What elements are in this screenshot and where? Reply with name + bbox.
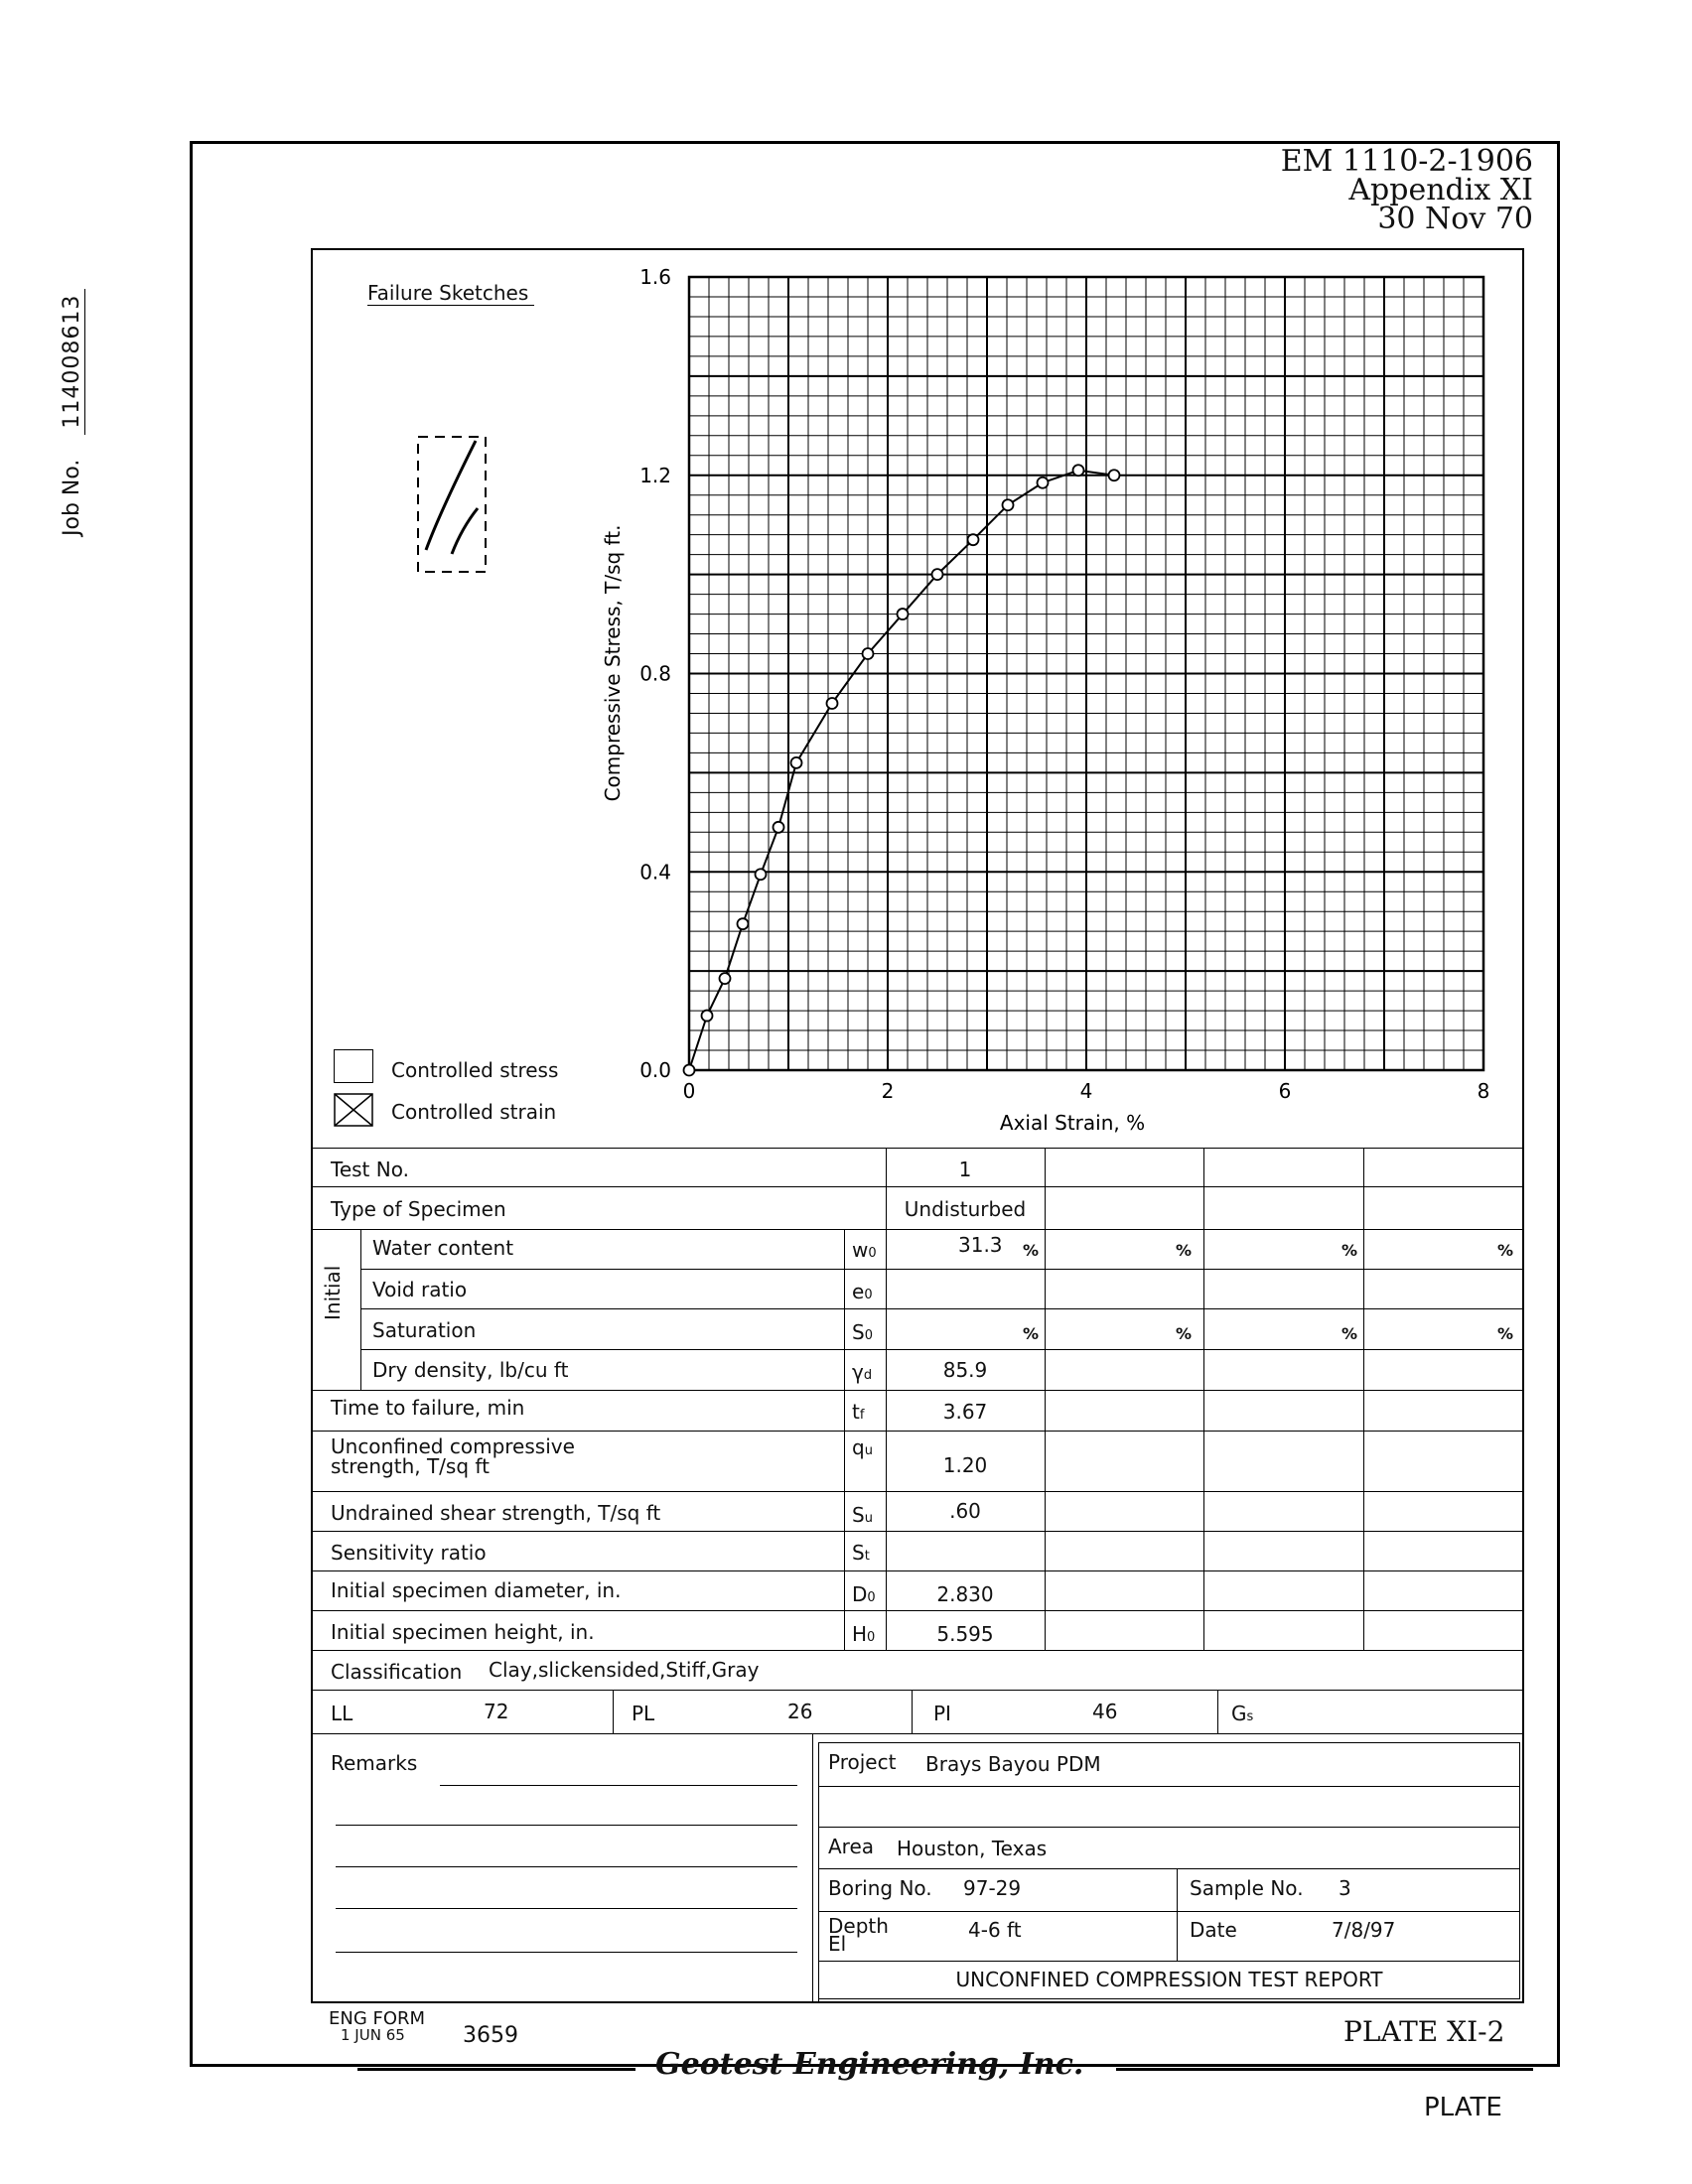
controlled-stress-label: Controlled stress: [391, 1058, 559, 1082]
remarks-line: [336, 1908, 797, 1909]
ucs-symbol: qu: [852, 1435, 873, 1459]
data-point: [827, 698, 838, 709]
table-line: [818, 1786, 1520, 1787]
dry-density-label: Dry density, lb/cu ft: [372, 1358, 569, 1382]
data-point: [756, 869, 767, 880]
y-tick-label: 1.2: [639, 463, 671, 487]
data-point: [702, 1011, 713, 1022]
table-line: [818, 1827, 1520, 1828]
project-label: Project: [828, 1750, 897, 1774]
percent-sign: %: [1023, 1241, 1040, 1260]
percent-sign: %: [1341, 1241, 1358, 1260]
diameter-symbol: D0: [852, 1582, 876, 1606]
specimen-value: Undisturbed: [904, 1197, 1027, 1221]
classification-value: Clay,slickensided,Stiff,Gray: [489, 1658, 760, 1682]
data-point: [968, 534, 979, 545]
pl-value: 26: [787, 1700, 813, 1723]
data-point: [684, 1065, 695, 1076]
void-ratio-label: Void ratio: [372, 1278, 468, 1301]
table-line: [360, 1349, 1524, 1350]
saturation-label: Saturation: [372, 1318, 477, 1342]
company-name: Geotest Engineering, Inc.: [655, 2047, 1084, 2082]
percent-sign: %: [1497, 1324, 1514, 1343]
depth-label: Depth El: [828, 1914, 889, 1956]
job-label: Job No.: [60, 459, 84, 536]
height-symbol: H0: [852, 1622, 876, 1646]
data-point: [1003, 499, 1014, 510]
data-point: [774, 822, 784, 833]
y-tick-label: 0.4: [639, 860, 671, 885]
form-number: 3659: [463, 2023, 518, 2048]
table-line: [844, 1229, 845, 1650]
table-line: [311, 1531, 1524, 1532]
time-to-failure-label: Time to failure, min: [331, 1396, 525, 1420]
ll-label: LL: [331, 1702, 353, 1725]
x-tick-label: 8: [1477, 1079, 1490, 1103]
percent-sign: %: [1341, 1324, 1358, 1343]
data-point: [1073, 465, 1084, 476]
plate-bottom-label: PLATE: [1424, 2093, 1502, 2122]
ucs-label: Unconfined compressive strength, T/sq ft: [331, 1434, 575, 1478]
water-content-symbol: w0: [852, 1238, 877, 1262]
classification-label: Classification: [331, 1660, 463, 1684]
ucs-value: 1.20: [942, 1453, 988, 1477]
pi-label: PI: [933, 1702, 951, 1725]
project-value: Brays Bayou PDM: [925, 1752, 1101, 1776]
test-no-value: 1: [958, 1158, 972, 1181]
table-line: [1217, 1690, 1218, 1733]
remarks-line: [336, 1952, 797, 1953]
failure-sketches-title: Failure Sketches: [367, 281, 534, 306]
chart-ticks: [639, 265, 1489, 1103]
height-value: 5.595: [936, 1622, 994, 1646]
table-line: [360, 1308, 1524, 1309]
percent-sign: %: [1023, 1324, 1040, 1343]
table-line: [311, 1390, 1524, 1391]
depth-value: 4-6 ft: [968, 1918, 1022, 1942]
table-line: [360, 1229, 361, 1390]
pl-label: PL: [632, 1702, 655, 1725]
x-tick-label: 6: [1278, 1079, 1292, 1103]
water-content-label: Water content: [372, 1236, 514, 1260]
void-ratio-symbol: e0: [852, 1280, 873, 1303]
table-line: [818, 1961, 1520, 1962]
table-line: [311, 1650, 1524, 1651]
table-line: [311, 1186, 1524, 1187]
table-line: [1177, 1868, 1178, 1961]
data-point: [791, 757, 802, 768]
diameter-value: 2.830: [936, 1582, 994, 1606]
x-tick-label: 4: [1079, 1079, 1093, 1103]
table-line: [311, 1570, 1524, 1571]
shear-strength-symbol: Su: [852, 1503, 873, 1527]
report-title: UNCONFINED COMPRESSION TEST REPORT: [955, 1968, 1383, 1991]
y-tick-label: 0.0: [639, 1058, 671, 1082]
sample-value: 3: [1339, 1876, 1351, 1900]
table-line: [311, 1148, 1524, 1149]
date-label: Date: [1190, 1918, 1237, 1942]
table-line: [818, 1868, 1520, 1869]
table-line: [1203, 1148, 1204, 1650]
area-label: Area: [828, 1835, 875, 1858]
water-content-value: 31.3: [958, 1233, 1003, 1257]
table-line: [1045, 1148, 1046, 1650]
table-line: [912, 1690, 913, 1733]
boring-value: 97-29: [963, 1876, 1022, 1900]
plate-label: PLATE XI-2: [1343, 2015, 1505, 2048]
data-point: [720, 973, 731, 984]
stress-strain-curve: [689, 471, 1114, 1070]
shear-strength-label: Undrained shear strength, T/sq ft: [331, 1501, 661, 1525]
dry-density-symbol: γd: [852, 1360, 873, 1384]
gs-label: Gs: [1231, 1702, 1254, 1725]
percent-sign: %: [1176, 1241, 1193, 1260]
diameter-label: Initial specimen diameter, in.: [331, 1578, 622, 1602]
sensitivity-symbol: St: [852, 1541, 870, 1565]
header-date: 30 Nov 70: [1377, 202, 1533, 236]
y-axis-label: Compressive Stress, T/sq ft.: [601, 524, 625, 802]
y-tick-label: 1.6: [639, 265, 671, 289]
job-number: 114008613: [60, 289, 85, 435]
table-line: [311, 1610, 1524, 1611]
area-value: Houston, Texas: [897, 1837, 1048, 1860]
sensitivity-label: Sensitivity ratio: [331, 1541, 487, 1565]
date-value: 7/8/97: [1332, 1918, 1396, 1942]
remarks-line: [440, 1785, 797, 1786]
eng-form-label: ENG FORM 1 JUN 65: [329, 2008, 426, 2044]
company-line-right: [1116, 2068, 1533, 2071]
data-point: [738, 918, 749, 929]
company-line-left: [357, 2068, 635, 2071]
chart-grid: [689, 277, 1483, 1070]
data-point: [1038, 478, 1049, 488]
percent-sign: %: [1497, 1241, 1514, 1260]
table-line: [311, 1431, 1524, 1432]
remarks-line: [336, 1866, 797, 1867]
saturation-symbol: S0: [852, 1320, 873, 1344]
data-point: [932, 569, 943, 580]
table-line: [812, 1733, 813, 2003]
table-line: [886, 1148, 887, 1650]
y-tick-label: 0.8: [639, 661, 671, 686]
x-axis-label: Axial Strain, %: [999, 1111, 1146, 1135]
specimen-label: Type of Specimen: [331, 1197, 506, 1221]
shear-strength-value: .60: [949, 1499, 981, 1523]
table-line: [311, 1690, 1524, 1691]
remarks-line: [336, 1825, 797, 1826]
initial-label: Initial: [321, 1265, 345, 1320]
test-no-label: Test No.: [331, 1158, 409, 1181]
boring-label: Boring No.: [828, 1876, 932, 1900]
pi-value: 46: [1092, 1700, 1118, 1723]
data-point: [863, 648, 874, 659]
x-tick-label: 0: [682, 1079, 696, 1103]
em-number: EM 1110-2-1906: [1280, 144, 1533, 179]
table-line: [311, 1229, 1524, 1230]
height-label: Initial specimen height, in.: [331, 1620, 595, 1644]
table-line: [360, 1269, 1524, 1270]
table-line: [818, 1911, 1520, 1912]
percent-sign: %: [1176, 1324, 1193, 1343]
x-tick-label: 2: [881, 1079, 895, 1103]
data-point: [898, 609, 909, 619]
table-line: [1363, 1148, 1364, 1650]
data-point: [1109, 470, 1120, 480]
remarks-label: Remarks: [331, 1751, 418, 1775]
sample-label: Sample No.: [1190, 1876, 1304, 1900]
controlled-strain-label: Controlled strain: [391, 1100, 557, 1124]
time-to-failure-symbol: tf: [852, 1400, 865, 1424]
dry-density-value: 85.9: [942, 1358, 988, 1382]
ll-value: 72: [484, 1700, 509, 1723]
table-line: [311, 1491, 1524, 1492]
appendix-label: Appendix XI: [1348, 173, 1533, 207]
time-to-failure-value: 3.67: [942, 1400, 988, 1424]
table-line: [613, 1690, 614, 1733]
table-line: [311, 1733, 1524, 1734]
